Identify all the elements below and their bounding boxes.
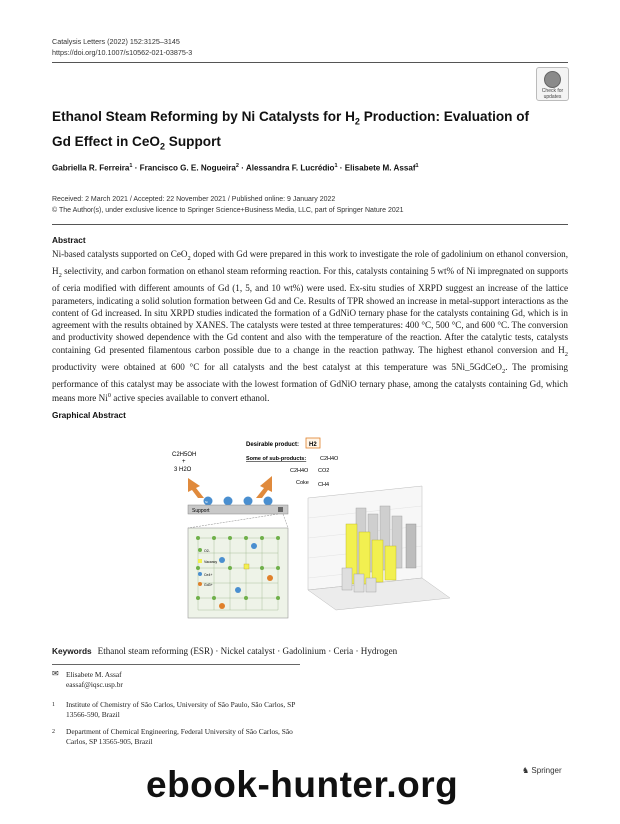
bookmark-icon xyxy=(544,71,561,88)
graphical-abstract-heading: Graphical Abstract xyxy=(52,410,126,420)
product-arrow-icon xyxy=(256,476,272,498)
watermark: ebook-hunter.org xyxy=(146,764,459,805)
support-label: Support xyxy=(192,508,210,514)
corresponding-email[interactable]: eassaf@iqsc.usp.br xyxy=(66,680,123,689)
subproduct-c2h4o-2: C2H4O xyxy=(290,468,309,474)
check-for-updates-button[interactable] xyxy=(536,67,569,101)
affiliation-text: Institute of Chemistry of São Carlos, University of São Paulo, São Carlos, SP 13566-590, Brazil xyxy=(66,700,296,719)
affiliation-number: 1 xyxy=(52,702,55,708)
zoom-line xyxy=(188,514,278,528)
reactant-arrow-icon xyxy=(188,478,204,498)
copyright-line: © The Author(s), under exclusive licence to Springer Science+Business Media, LLC, part of Springer Nature 2021 xyxy=(52,206,404,214)
affiliation xyxy=(52,700,312,722)
h2-product-value: H2 xyxy=(309,442,317,448)
section-rule xyxy=(52,224,568,225)
affiliation-number: 2 xyxy=(52,729,55,735)
reactant-ethanol: C2H5OH xyxy=(172,452,197,458)
subproduct-ch4: CH4 xyxy=(318,482,330,488)
affiliation xyxy=(52,727,312,749)
keywords-list: Ethanol steam reforming (ESR) · Nickel catalyst · Gadolinium · Ceria · Hydrogen xyxy=(97,646,398,656)
legend-gd: Gd3+ xyxy=(204,583,213,587)
doi-link[interactable]: https://doi.org/10.1007/s10562-021-03875-3 xyxy=(52,48,193,57)
springer-logo: ♞ Springer xyxy=(522,766,562,775)
subproduct-c2h4o: C2H4O xyxy=(320,456,339,462)
graphical-abstract-figure xyxy=(160,428,460,628)
ni-particle-icon xyxy=(224,497,233,506)
legend-oxygen-icon xyxy=(198,548,202,552)
envelope-icon: ✉ xyxy=(52,669,59,678)
zoom-line xyxy=(283,514,288,528)
bar-chart-3d xyxy=(308,486,450,610)
author-name[interactable]: Elisabete M. Assaf xyxy=(344,163,416,173)
header-rule xyxy=(52,62,568,63)
article-title: Ethanol Steam Reforming by Ni Catalysts for $H_2$ Production: Evaluation of Gd Effect in CeO$_2$ Support xyxy=(52,109,530,152)
abstract-heading: Abstract xyxy=(52,235,86,245)
corresponding-name: Elisabete M. Assaf xyxy=(66,670,122,679)
history-line: Received: 2 March 2021 / Accepted: 22 November 2021 / Published online: 9 January 2022 xyxy=(52,196,336,203)
affiliation-text: Department of Chemical Engineering, Federal University of São Carlos, São Carlos, SP 13565-905, Brazil xyxy=(66,727,293,746)
abstract-text: Ni-based catalysts supported on CeO$_2$ doped with Gd were prepared in this work to investigate the role of gadolinium on ethanol conversion, $H_2$ selectivity, and carbon formation on ethanol steam reforming reaction. For this, catalysts containing 5 wt% of Ni impregnated on supports of ceria modified with different amounts of Gd (1, 5, and 10 wt%) were used. Ex-situ studies of XRPD suggest an increase of the lattice parameters, indicating a solid solution formation between Gd and Ce. Results of TPR showed an increase in metal-support interactions as the content of Gd increased. In situ XRPD studies indicated the formation of a GdNiO ternary phase for the catalysts containing Gd, which is in agreement with the results obtained by XANES. The catalysts were tested at three temperatures: 400 °C, 500 °C, and 600 °C. The conversion and productivity showed dependence with the Gd content and also with the temperature of the reaction. After the catalytic tests, catalysts containing Gd presented filamentous carbon possible due to a change in the reaction pathway. The highest ethanol conversion and $H_2$ productivity were obtained at 600 °C for all catalysts and the best catalyst at this temperature was 5Ni_5GdCeO$_2$. The promising performance of this catalyst may be associate with the lowest formation of GdNiO ternary phase, among the catalysts containing Gd, which means more Ni$^0$ active species available to convert ethanol. xyxy=(52,249,568,404)
reactant-water: 3 H2O xyxy=(174,467,192,473)
journal-citation: Catalysis Letters (2022) 152:3125–3145 xyxy=(52,37,180,46)
legend-gd-icon xyxy=(198,582,202,586)
reactant-plus: + xyxy=(182,459,186,465)
ni-particle-icon xyxy=(264,497,273,506)
legend-ce-icon xyxy=(198,572,202,576)
ni-label: Ni xyxy=(205,500,208,504)
knight-icon: ♞ xyxy=(522,766,530,775)
crystal-lattice-box xyxy=(188,528,288,618)
keywords-label: Keywords xyxy=(52,646,92,656)
legend-ce: Ce4+ xyxy=(204,573,213,577)
legend-vacancy: Vacancy xyxy=(204,560,218,564)
ni-particle-icon xyxy=(244,497,253,506)
subproducts-label: Some of sub-products: xyxy=(246,456,307,462)
corresponding-author xyxy=(52,670,312,692)
author-name[interactable]: Francisco G. E. Nogueira xyxy=(139,163,236,173)
legend-oxygen: O2- xyxy=(204,549,210,553)
author-list: Gabriella R. Ferreira$^1$ · Francisco G. E. Nogueira$^2$ · Alessandra F. Lucrédio$^1$ · Elisabete M. Assaf$^1$ xyxy=(52,163,419,173)
keywords-line xyxy=(52,646,572,656)
author-name[interactable]: Alessandra F. Lucrédio xyxy=(245,163,335,173)
desirable-product-label: Desirable product: xyxy=(246,442,300,448)
legend-vacancy-icon xyxy=(198,559,202,563)
check-updates-label: Check for updates xyxy=(541,88,564,100)
footnote-rule xyxy=(52,664,300,665)
support-zoom-marker xyxy=(278,507,283,512)
author-name[interactable]: Gabriella R. Ferreira xyxy=(52,163,130,173)
subproduct-coke: Coke xyxy=(296,480,309,486)
publication-dates xyxy=(52,195,572,216)
subproduct-co2: CO2 xyxy=(318,468,330,474)
